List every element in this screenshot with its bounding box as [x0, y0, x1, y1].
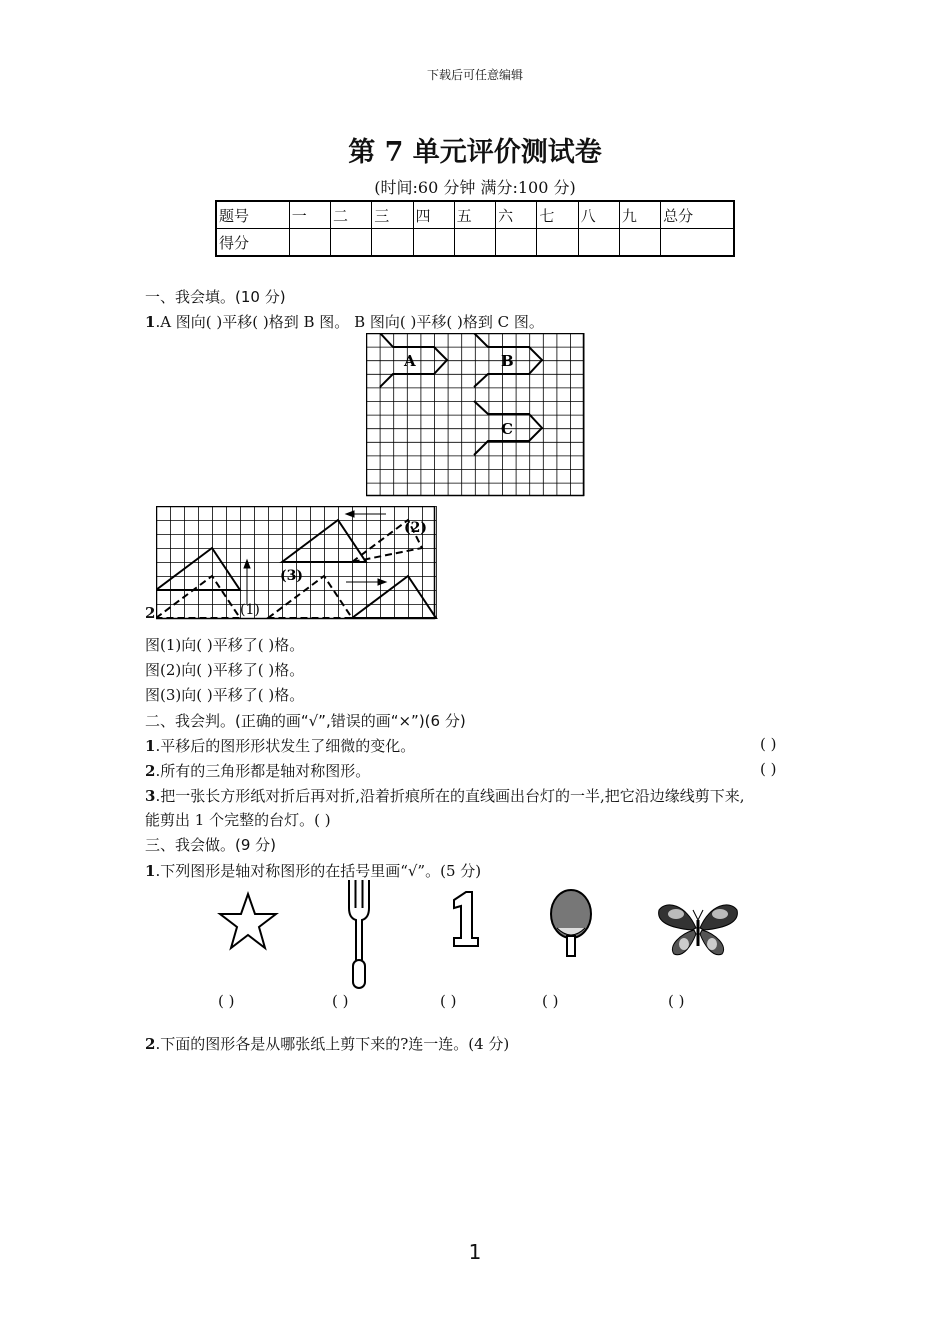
grid-label-b: B [501, 352, 514, 370]
answer-paren[interactable]: ( ) [218, 992, 235, 1010]
q-number: 1 [145, 737, 156, 755]
q-number: 2 [145, 1035, 156, 1053]
score-cell: 二 [331, 201, 372, 229]
section3-q2 [145, 1033, 509, 1054]
triangle-1-dashed [156, 576, 240, 618]
header-note: 下载后可任意编辑 [426, 68, 523, 82]
number-one-icon [448, 890, 482, 950]
q-text: .下列图形是轴对称图形的在括号里画“√”。(5 分) [155, 862, 482, 880]
grid-label-a: A [404, 352, 416, 370]
score-table-score-row [216, 229, 734, 257]
score-cell: 五 [454, 201, 495, 229]
section2-item [145, 735, 415, 756]
page-number: 1 [468, 1240, 482, 1264]
score-input-cell[interactable] [619, 229, 660, 257]
q-text: .所有的三角形都是轴对称图形。 [155, 762, 371, 780]
q-number: 3 [145, 787, 156, 805]
score-input-cell[interactable] [661, 229, 734, 257]
score-input-cell[interactable] [372, 229, 413, 257]
score-input-cell[interactable] [289, 229, 330, 257]
translation-grid-2 [156, 506, 438, 620]
score-cell: 四 [413, 201, 454, 229]
score-cell: 一 [289, 201, 330, 229]
paddle-icon [548, 888, 594, 958]
answer-paren[interactable]: ( ) [760, 760, 777, 778]
score-input-cell[interactable] [331, 229, 372, 257]
grid-label-3: (3) [280, 568, 303, 584]
answer-paren[interactable]: ( ) [332, 992, 349, 1010]
q-number: 1 [145, 862, 156, 880]
section2-item-continued: 能剪出 1 个完整的台灯。( ) [145, 811, 331, 829]
answer-paren[interactable]: ( ) [440, 992, 457, 1010]
star-icon [216, 890, 280, 954]
section2-item [145, 760, 370, 781]
parallelogram-2-solid [282, 520, 366, 562]
page-subtitle: (时间:60 分钟 满分:100 分) [374, 178, 576, 197]
score-table-header-row [216, 201, 734, 229]
answer-paren[interactable]: ( ) [542, 992, 559, 1010]
grid-label-2: (2) [404, 520, 427, 536]
answer-paren[interactable]: ( ) [760, 735, 777, 753]
q-text: . [155, 604, 161, 622]
triangle-1-solid [156, 548, 240, 590]
score-input-cell[interactable] [454, 229, 495, 257]
section1-q1 [145, 311, 544, 332]
section2-item [145, 785, 745, 806]
q-number: 2 [145, 604, 156, 622]
fork-icon [344, 878, 374, 990]
score-cell: 九 [619, 201, 660, 229]
score-table [215, 200, 735, 257]
q-text: .下面的图形各是从哪张纸上剪下来的?连一连。(4 分) [155, 1035, 510, 1053]
answer-paren[interactable]: ( ) [668, 992, 685, 1010]
score-cell: 八 [578, 201, 619, 229]
score-input-cell[interactable] [537, 229, 578, 257]
translation-grid-1 [366, 333, 586, 497]
page-title: 第 7 单元评价测试卷 [348, 137, 602, 168]
section2-heading: 二、我会判。(正确的画“√”,错误的画“×”)(6 分) [145, 712, 466, 730]
score-cell: 总分 [661, 201, 734, 229]
score-input-cell[interactable] [413, 229, 454, 257]
score-cell: 得分 [216, 229, 289, 257]
q-text: .把一张长方形纸对折后再对折,沿着折痕所在的直线画出台灯的一半,把它沿边缘线剪下来, [155, 787, 745, 805]
section1-q2-line: 图(3)向( )平移了( )格。 [145, 686, 305, 704]
score-cell: 题号 [216, 201, 289, 229]
q-number: 2 [145, 762, 156, 780]
score-cell: 七 [537, 201, 578, 229]
q-text: .A 图向( )平移( )格到 B 图。 B 图向( )平移( )格到 C 图。 [155, 313, 544, 331]
section1-q2-line: 图(2)向( )平移了( )格。 [145, 661, 305, 679]
score-input-cell[interactable] [578, 229, 619, 257]
section3-q1 [145, 860, 481, 881]
score-input-cell[interactable] [496, 229, 537, 257]
grid-label-c: C [501, 420, 513, 438]
q-text: .平移后的图形形状发生了细微的变化。 [155, 737, 416, 755]
grid-label-1: (1) [240, 602, 260, 618]
score-cell: 三 [372, 201, 413, 229]
section1-heading: 一、我会填。(10 分) [145, 288, 286, 306]
section1-q2-line: 图(1)向( )平移了( )格。 [145, 636, 305, 654]
q-number: 1 [145, 313, 156, 331]
score-cell: 六 [496, 201, 537, 229]
butterfly-icon [656, 900, 740, 958]
section3-heading: 三、我会做。(9 分) [145, 836, 277, 854]
